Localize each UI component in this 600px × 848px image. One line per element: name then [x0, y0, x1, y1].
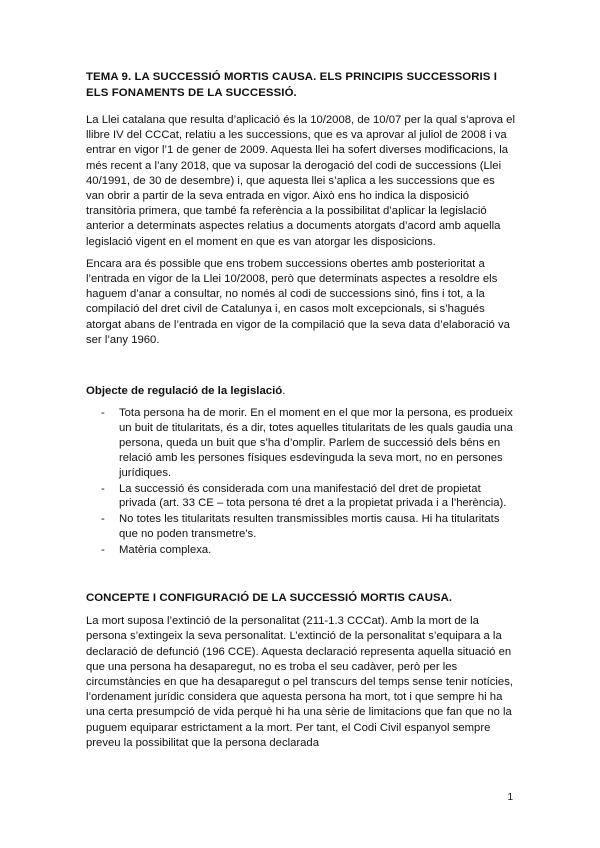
list-item — [86, 512, 516, 542]
page-number: 1 — [507, 792, 513, 803]
document-page — [86, 70, 516, 758]
list-item-text: La successió és considerada com una manifestació del dret de propietat privada (art. 33 CE – tota persona té dret a la propietat privada i a l’herència). — [119, 482, 507, 510]
list-item — [86, 543, 516, 558]
list-item — [86, 406, 516, 481]
list-item — [86, 482, 516, 512]
section-heading-objecte — [86, 384, 516, 399]
bullet-dash: - — [101, 513, 105, 526]
section-heading-text: Objecte de regulació de la legislació — [86, 385, 283, 398]
list-item-text: Matèria complexa. — [119, 544, 212, 557]
bullet-dash: - — [101, 482, 105, 495]
bullet-dash: - — [101, 407, 105, 420]
intro-paragraph-1: La Llei catalana que resulta d’aplicació és la 10/2008, de 10/07 per la qual s’aprova el llibre IV del CCCat, relatiu a les successions, que es va aprovar al juliol de 2008 i va entrar en vigor l’1 de gener de 2009. Aquesta llei ha sofert diverses modificacions, la més recent a l’any 2018, que va suposar la derogació del codi de successions (Llei 40/1991, de 30 de desembre) i, que aquesta llei s’aplica a les successions que es van obrir a partir de la seva entrada en vigor. Això ens ho indica la disposició transitòria primera, que també fa referència a la possibilitat d’aplicar la legislació anterior a determinats aspectes relatius a documents atorgats d’acord amb aquella legislació vigent en el moment en que es van atorgar les disposicions. — [86, 114, 515, 248]
concepte-paragraph: La mort suposa l’extinció de la personalitat (211-1.3 CCCat). Amb la mort de la persona s’extingeix la seva personalitat. L’extinció de la personalitat s’equipara a la declaració de defunció (196 CCE). Aquesta declaració representa aquella situació en que una persona ha desaparegut, no es troba el seu cadàver, però per les circumstàncies en que ha desaparegut o pel transcurs del temps sense tenir notícies, l’ordenament jurídic considera que aquesta persona ha mort, tot i que sempre hi ha una certa presumpció de vida perquè hi ha una sèrie de limitacions que fan que no la puguem equiparar estrictament a la mort. Per tant, el Codi Civil espanyol sempre preveu la possibilitat que la persona declarada — [86, 615, 514, 749]
list-item-text: Tota persona ha de morir. En el moment en el que mor la persona, es produeix un buit de titularitats, és a dir, totes aquelles titularitats de les quals gaudia una persona, queda un buit que s’ha d’omplir. Parlem de successió dels béns en relació amb les persones físiques esdevinguda la seva mort, no en persones jurídiques. — [119, 407, 513, 479]
intro-paragraph-2: Encara ara és possible que ens trobem successions obertes amb posterioritat a l’entrada en vigor de la Llei 10/2008, però que determinats aspectes a resoldre els haguem d’anar a consultar, no només al codi de successions sinó, fins i tot, a la compilació del dret civil de Catalunya i, en casos molt excepcionals, si s’hagués atorgat abans de l’entrada en vigor de la compilació que la seva data d’elaboració va ser l’any 1960. — [86, 257, 510, 346]
section-heading-concepte: CONCEPTE I CONFIGURACIÓ DE LA SUCCESSIÓ MORTIS CAUSA. — [86, 592, 453, 605]
list-item-text: No totes les titularitats resulten transmissibles mortis causa. Hi ha titularitats que no poden transmetre’s. — [119, 513, 500, 541]
bullet-dash: - — [101, 544, 105, 557]
bullet-list — [86, 406, 516, 558]
document-title: TEMA 9. LA SUCCESSIÓ MORTIS CAUSA. ELS PRINCIPIS SUCCESSORIS I ELS FONAMENTS DE LA SUCCESSIÓ. — [86, 71, 498, 99]
section-heading-suffix: . — [282, 385, 286, 398]
